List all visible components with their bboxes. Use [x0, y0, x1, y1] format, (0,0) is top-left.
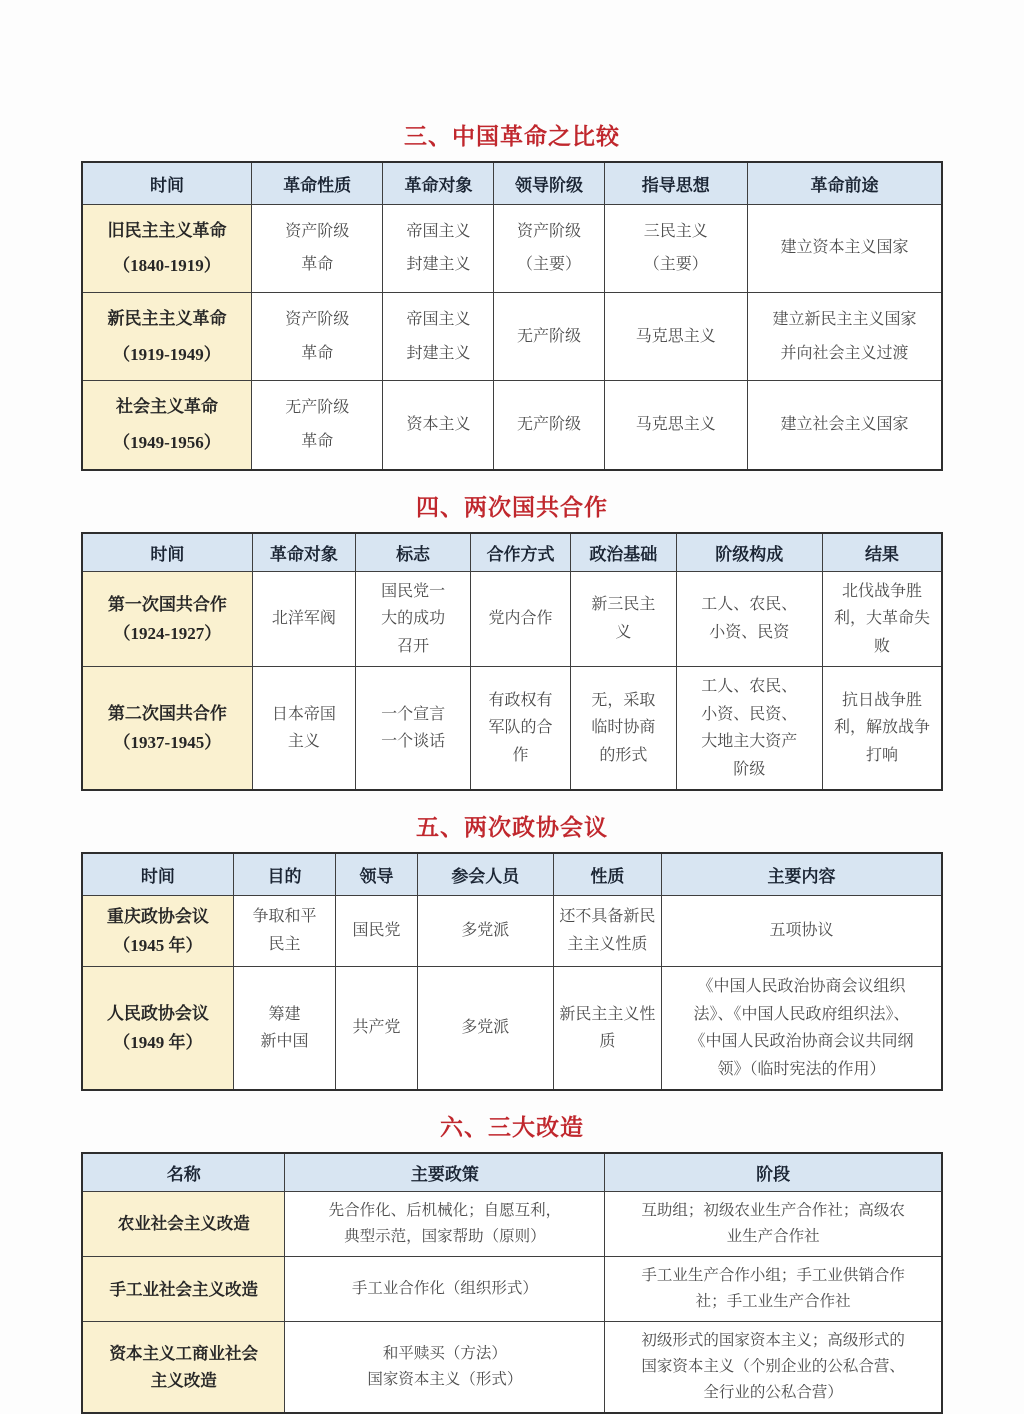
table-cell	[251, 381, 383, 470]
cell-line: 国家资本主义（个别企业的公私合营、	[641, 1358, 905, 1376]
cell-line: 法》、《中国人民政府组织法》、	[693, 1005, 910, 1023]
cell-line: 利，大革命失	[833, 610, 930, 628]
table-cell	[285, 1322, 605, 1414]
section-title-three-transformations: 六、三大改造	[440, 1115, 584, 1141]
cell-line: 民主	[268, 935, 301, 953]
column-header: 革命对象	[252, 533, 355, 572]
column-header: 时间	[82, 162, 251, 204]
row-header-line: （1937-1945）	[113, 733, 222, 753]
cell-line: 业生产合作社	[726, 1228, 820, 1246]
row-header-line: 重庆政协会议	[106, 906, 209, 926]
table-cell	[494, 204, 604, 292]
cell-line: 召开	[397, 637, 430, 655]
cell-line: 资产阶级	[516, 222, 581, 240]
table-cell	[285, 1192, 605, 1257]
table-cell	[570, 571, 676, 667]
table-cell	[336, 967, 418, 1091]
row-header	[82, 204, 251, 292]
section-kmt-ccp-cooperation	[81, 489, 943, 792]
cell-line: 《中国人民政治协商会议组织	[697, 978, 906, 996]
row-header-line: 旧民主主义革命	[107, 220, 227, 240]
row-header	[82, 667, 252, 791]
table-row	[82, 895, 942, 966]
cell-line: （主要）	[516, 256, 581, 274]
cell-line: 五项协议	[769, 922, 834, 940]
table-cell	[662, 895, 942, 966]
cell-line: 作	[512, 746, 529, 764]
cell-line: 工人、农民、	[701, 596, 798, 614]
cell-line: 社；手工业生产合作社	[695, 1293, 851, 1311]
cell-line: 临时协商	[591, 719, 656, 737]
cell-line: 资产阶级	[285, 222, 350, 240]
table-cell	[251, 204, 383, 292]
cell-line: 典型示范，国家帮助（原则）	[344, 1228, 546, 1246]
header-row	[82, 1153, 942, 1192]
row-header	[82, 967, 233, 1091]
row-header	[82, 1257, 285, 1322]
table-cell	[471, 571, 571, 667]
cell-line: 新民主主义性	[559, 1005, 656, 1023]
table-row	[82, 292, 942, 380]
table-cell	[605, 1322, 942, 1414]
cell-line: 革命	[301, 432, 334, 450]
cell-line: （主要）	[643, 256, 708, 274]
column-header: 领导阶级	[494, 162, 604, 204]
cell-line: 一个谈话	[381, 733, 446, 751]
row-header-line: （1924-1927）	[113, 623, 222, 643]
table-cell	[604, 381, 748, 470]
cell-line: 全行业的公私合营）	[703, 1384, 843, 1402]
row-header-line: 主义改造	[150, 1371, 217, 1391]
column-header: 标志	[355, 533, 470, 572]
section-title-cppcc-meetings: 五、两次政协会议	[416, 815, 608, 841]
column-header: 政治基础	[570, 533, 676, 572]
cell-line: 无，采取	[591, 691, 656, 709]
cell-line: 国民党	[352, 922, 401, 940]
column-header: 主要内容	[662, 853, 942, 895]
column-header: 时间	[82, 853, 233, 895]
table-cell	[383, 381, 494, 470]
column-header: 领导	[336, 853, 418, 895]
cell-line: 初级形式的国家资本主义；高级形式的	[641, 1332, 905, 1350]
table-row	[82, 204, 942, 292]
cell-line: 大地主大资产	[701, 733, 798, 751]
header-row	[82, 533, 942, 572]
cell-line: 马克思主义	[635, 416, 716, 434]
section-title-kmt-ccp-cooperation: 四、两次国共合作	[416, 494, 608, 520]
row-header-line: （1949-1956）	[113, 432, 221, 452]
column-header: 合作方式	[471, 533, 571, 572]
table-cell	[285, 1257, 605, 1322]
cell-line: 主义	[287, 733, 320, 751]
cell-line: 阶级	[733, 760, 766, 778]
table-cell	[605, 1257, 942, 1322]
cell-line: 《中国人民政治协商会议共同纲	[689, 1033, 914, 1051]
cell-line: 抗日战争胜	[841, 691, 922, 709]
row-header	[82, 571, 252, 667]
table-row	[82, 1257, 942, 1322]
revolution-comparison-grid	[81, 161, 943, 471]
cell-line: 有政权有	[488, 691, 553, 709]
column-header: 名称	[82, 1153, 285, 1192]
row-header	[82, 381, 251, 470]
revolution-comparison-table	[81, 161, 943, 471]
row-header	[82, 1192, 285, 1257]
cell-line: 三民主义	[643, 222, 708, 240]
cppcc-meetings-table	[81, 852, 943, 1091]
column-header: 阶级构成	[676, 533, 822, 572]
column-header: 结果	[822, 533, 942, 572]
cell-line: 和平赎买（方法）	[382, 1345, 507, 1363]
table-cell	[553, 895, 661, 966]
cell-line: 小资、民资	[709, 623, 790, 641]
row-header-line: 新民主主义革命	[107, 308, 227, 328]
kmt-ccp-cooperation-table	[81, 532, 943, 792]
column-header: 革命性质	[251, 162, 383, 204]
column-header: 指导思想	[604, 162, 748, 204]
section-revolution-comparison	[81, 118, 943, 471]
table-cell	[822, 571, 942, 667]
cell-line: 手工业生产合作小组；手工业供销合作	[641, 1267, 905, 1285]
cell-line: 日本帝国	[271, 705, 336, 723]
three-transformations-table	[81, 1152, 943, 1414]
column-header: 革命前途	[748, 162, 942, 204]
cell-line: 党内合作	[488, 610, 553, 628]
cell-line: 争取和平	[252, 908, 317, 926]
table-cell	[676, 571, 822, 667]
table-row	[82, 667, 942, 791]
cell-line: 建立社会主义国家	[780, 416, 909, 434]
table-cell	[355, 571, 470, 667]
table-cell	[570, 667, 676, 791]
cell-line: 一个宣言	[381, 705, 446, 723]
cell-line: 质	[599, 1033, 616, 1051]
cell-line: 革命	[301, 344, 334, 362]
cell-line: 还不具备新民	[559, 908, 656, 926]
table-cell	[494, 381, 604, 470]
cell-line: 建立新民主主义国家	[772, 310, 917, 328]
cell-line: 国家资本主义（形式）	[367, 1371, 523, 1389]
column-header: 时间	[82, 533, 252, 572]
section-title-revolution-comparison: 三、中国革命之比较	[404, 124, 620, 149]
cell-line: 封建主义	[406, 344, 471, 362]
table-cell	[252, 571, 355, 667]
table-cell	[676, 667, 822, 791]
cell-line: 无产阶级	[285, 399, 350, 417]
cell-line: 军队的合	[488, 719, 553, 737]
header-row	[82, 162, 942, 204]
cell-line: 先合作化、后机械化；自愿互利，	[328, 1202, 562, 1220]
table-row	[82, 967, 942, 1091]
table-cell	[662, 967, 942, 1091]
row-header	[82, 895, 233, 966]
cell-line: 共产党	[352, 1019, 401, 1037]
cell-line: 互助组；初级农业生产合作社；高级农	[641, 1202, 905, 1220]
table-cell	[604, 204, 748, 292]
cell-line: 义	[615, 623, 632, 641]
column-header: 主要政策	[285, 1153, 605, 1192]
table-cell	[494, 292, 604, 380]
cell-line: 北伐战争胜	[841, 582, 922, 600]
cppcc-meetings-grid	[81, 852, 943, 1091]
row-header-line: 农业社会主义改造	[117, 1214, 250, 1234]
row-header-line: 手工业社会主义改造	[109, 1279, 258, 1299]
table-row	[82, 381, 942, 470]
column-header: 参会人员	[417, 853, 553, 895]
cell-line: 帝国主义	[406, 310, 471, 328]
cell-line: 并向社会主义过渡	[780, 344, 909, 362]
row-header-line: 第一次国共合作	[107, 594, 227, 614]
row-header-line: 人民政协会议	[106, 1004, 209, 1023]
table-cell	[355, 667, 470, 791]
table-row	[82, 571, 942, 667]
cell-line: 败	[873, 637, 890, 655]
cell-line: 资产阶级	[285, 310, 350, 328]
cell-line: 主主义性质	[567, 935, 648, 953]
row-header	[82, 292, 251, 380]
row-header-line: 社会主义革命	[115, 397, 218, 417]
row-header-line: 第二次国共合作	[107, 703, 227, 723]
three-transformations-grid	[81, 1152, 943, 1414]
header-row	[82, 853, 942, 895]
row-header-line: 资本主义工商业社会	[109, 1343, 258, 1363]
column-header: 革命对象	[383, 162, 494, 204]
document-page	[81, 0, 943, 1414]
row-header	[82, 1322, 285, 1414]
row-header-line: （1949 年）	[113, 1033, 203, 1053]
cell-line: 打响	[865, 746, 898, 764]
row-header-line: （1945 年）	[113, 935, 203, 955]
cell-line: 北洋军阀	[271, 610, 336, 628]
cell-line: 筹建	[268, 1005, 301, 1023]
cell-line: 资本主义	[406, 416, 471, 434]
table-cell	[822, 667, 942, 791]
cell-line: 国民党一	[381, 582, 446, 600]
cell-line: 无产阶级	[516, 327, 581, 345]
table-cell	[383, 204, 494, 292]
table-cell	[605, 1192, 942, 1257]
kmt-ccp-cooperation-grid	[81, 532, 943, 792]
cell-line: 大的成功	[381, 610, 446, 628]
table-cell	[748, 381, 942, 470]
section-three-transformations	[81, 1109, 943, 1414]
table-cell	[748, 204, 942, 292]
row-header-line: （1919-1949）	[113, 344, 221, 364]
cell-line: 利，解放战争	[833, 719, 930, 737]
cell-line: 工人、农民、	[701, 678, 798, 696]
table-cell	[417, 895, 553, 966]
cell-line: 小资、民资、	[701, 705, 798, 723]
table-cell	[233, 967, 335, 1091]
column-header: 目的	[233, 853, 335, 895]
cell-line: 手工业合作化（组织形式）	[351, 1280, 538, 1298]
column-header: 阶段	[605, 1153, 942, 1192]
cell-line: 革命	[301, 256, 334, 274]
table-cell	[252, 667, 355, 791]
table-row	[82, 1322, 942, 1414]
cell-line: 新中国	[260, 1033, 309, 1051]
table-cell	[604, 292, 748, 380]
table-cell	[336, 895, 418, 966]
cell-line: 无产阶级	[516, 416, 581, 434]
cell-line: 的形式	[599, 746, 648, 764]
cell-line: 新三民主	[591, 596, 656, 614]
table-cell	[553, 967, 661, 1091]
table-cell	[383, 292, 494, 380]
cell-line: 马克思主义	[635, 327, 716, 345]
table-cell	[417, 967, 553, 1091]
cell-line: 帝国主义	[406, 222, 471, 240]
cell-line: 多党派	[461, 922, 510, 940]
table-cell	[471, 667, 571, 791]
table-cell	[251, 292, 383, 380]
table-cell	[233, 895, 335, 966]
cell-line: 建立资本主义国家	[780, 239, 909, 257]
column-header: 性质	[553, 853, 661, 895]
cell-line: 多党派	[461, 1019, 510, 1037]
cell-line: 领》（临时宪法的作用）	[717, 1060, 886, 1078]
table-row	[82, 1192, 942, 1257]
cell-line: 封建主义	[406, 256, 471, 274]
table-cell	[748, 292, 942, 380]
row-header-line: （1840-1919）	[113, 256, 221, 276]
section-cppcc-meetings	[81, 809, 943, 1091]
